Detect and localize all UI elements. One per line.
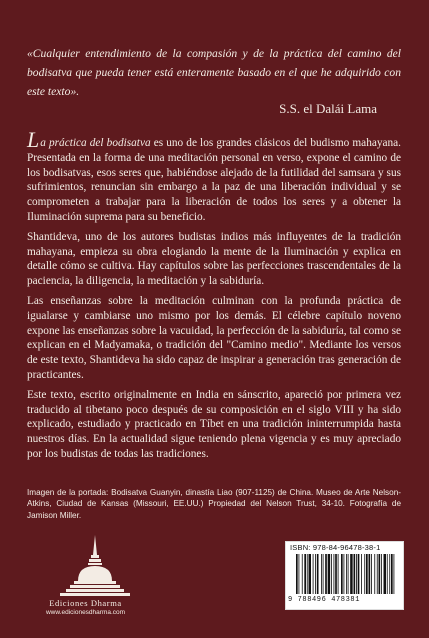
barcode-bar [384,554,387,594]
barcode-bar [354,554,356,594]
barcode-bar [361,554,362,594]
paragraph-2: Shantideva, uno de los autores budistas indios más influyentes de la tradición mahayana, empieza su obra elogiando la mente de la Iluminación y explica en detalle cómo se cultiva. Hay capítulos sobre las perfecciones trascendentales de la paciencia, la diligencia, la meditación y la sabiduría. [27,230,401,288]
barcode-bar [307,554,308,594]
barcode-bar [346,554,347,594]
barcode-bar [350,554,353,594]
barcode-bar [296,554,298,594]
barcode-bar [323,554,324,594]
barcode-bar [331,554,332,594]
endorsement-quote: «Cualquier entendimiento de la compasión y de la práctica del camino del bodisatva que pueda tener está enteramente basado en el que he adquirido con este texto». [27,47,401,98]
barcode-bar [299,554,300,594]
barcode-bar [341,554,343,594]
barcode-bar [328,554,330,594]
barcode-bar [302,554,303,594]
paragraph-1 [27,127,402,225]
book-title-inline: a práctica del bodisatva [40,137,151,149]
paragraph-4: Este texto, escrito originalmente en India en sánscrito, apareció por primera vez traducido al tibetano poco después de su composición en el siglo VIII y ha sido explicado, estudiado y practicado en Tíbet en una tradición ininterrumpida hasta nuestros días. En la actualidad sigue teniendo plena vigencia y es muy apreciado por los budistas de todas las tradiciones. [27,388,401,460]
barcode-bars [296,554,398,594]
paragraph-3: Las enseñanzas sobre la meditación culminan con la profunda práctica de igualarse y cambiarse uno mismo por los demás. El célebre capítulo noveno expone las enseñanzas sobre la vacuidad, la perfección de la sabiduría, tal como se explican en el Madyamaka, o tradición del "Camino medio". Mediante los versos de este texto, Shantideva ha sido capaz de inspirar a generación tras generación de practicantes. [27,294,401,381]
barcode-bar [338,554,339,594]
barcode-bar [313,554,314,594]
quote-author: S.S. el Dalái Lama [279,101,377,116]
barcode-bar [348,554,349,594]
barcode-bar [366,554,368,594]
barcode-bar [379,554,381,594]
barcode-bar [325,554,327,594]
barcode-bar [315,554,316,594]
barcode-bar [358,554,360,594]
barcode-bar [377,554,378,594]
barcode-bar [344,554,345,594]
barcode-bar [394,554,395,594]
barcode-bar [381,554,382,594]
paragraph-1-text: es uno de los grandes clásicos del budismo mahayana. Presentada en la forma de una meditación personal en verso, expone el camino de los bodisatvas, esos seres que, habiéndose alejado de la futilidad del samsara y sus sufrimientos, renuncian sin embargo a la paz de una liberación individual y se comprometen a trabajar para la liberación de todos los seres y a obtener la Iluminación suprema para su beneficio. [27,137,402,223]
publisher-name: Ediciones Dharma [49,598,122,608]
cover-image-credit: Imagen de la portada: Bodisatva Guanyin, dinastía Liao (907-1125) de China. Museo de Arte Nelson-Atkins, Ciudad de Kansas (Missouri, EE.UU.) Propiedad del Nelson Trust, 34-10. Fotografía de Jamison Miller. [27,488,401,520]
barcode-bar [334,554,335,594]
barcode-bar [374,554,375,594]
barcode-bar [389,554,390,594]
drop-cap: L [27,127,40,152]
barcode-bar [321,554,322,594]
barcode-bar [371,554,372,594]
isbn-number: ISBN: 978-84-96478-38-1 [290,543,381,552]
barcode-bar [317,554,319,594]
barcode-bar [391,554,393,594]
barcode-digits: 9 788496 478381 [288,596,361,604]
description [27,127,402,467]
publisher-url: www.edicionesdharma.com [45,609,126,616]
barcode-bar [356,554,357,594]
barcode-bar [309,554,312,594]
barcode-bar [335,554,337,594]
barcode-bar [364,554,365,594]
barcode-bar [387,554,388,594]
barcode-bar [304,554,306,594]
barcode-bar [369,554,371,594]
